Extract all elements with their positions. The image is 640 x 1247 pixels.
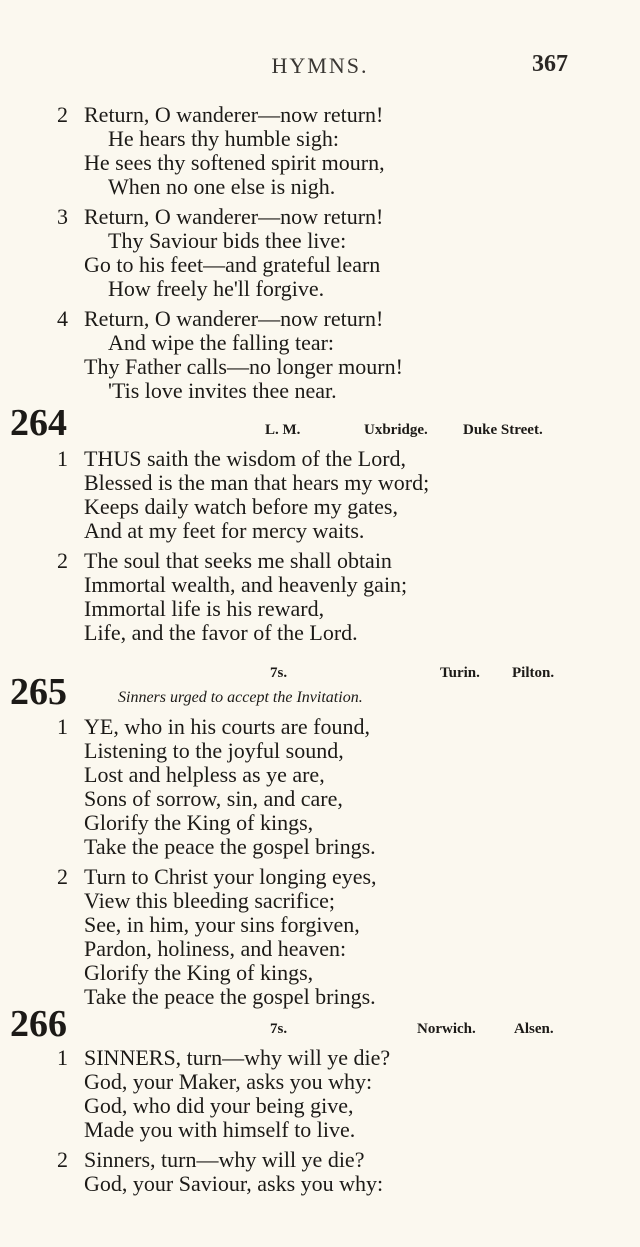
stanza-number: 3 [57, 204, 68, 229]
verse-line: God, your Maker, asks you why: [84, 1069, 373, 1094]
verse-line: He hears thy humble sigh: [108, 126, 339, 151]
hymn-meter: 7s. [270, 665, 288, 681]
stanza-number: 1 [57, 446, 68, 471]
stanza-number: 2 [57, 1147, 68, 1172]
verse-line: Sons of sorrow, sin, and care, [84, 786, 343, 811]
verse-line: Return, O wanderer—now return! [84, 102, 384, 127]
tune-name: Duke Street. [463, 422, 543, 438]
verse-line: Listening to the joyful sound, [84, 738, 344, 763]
verse-line: Keeps daily watch before my gates, [84, 494, 398, 519]
stanza-number: 2 [57, 864, 68, 889]
verse-line: How freely he'll forgive. [108, 276, 325, 301]
verse-line: Immortal life is his reward, [84, 596, 325, 621]
verse-line: He sees thy softened spirit mourn, [84, 150, 385, 175]
stanza-number: 2 [57, 102, 68, 127]
verse-line: When no one else is nigh. [108, 174, 336, 199]
running-header: HYMNS. [271, 53, 369, 78]
verse-line: Lost and helpless as ye are, [84, 762, 325, 787]
verse-line: And at my feet for mercy waits. [84, 518, 365, 543]
tune-name: Pilton. [512, 665, 555, 681]
verse-line: God, your Saviour, asks you why: [84, 1171, 384, 1196]
verse-line: Sinners, turn—why will ye die? [84, 1147, 365, 1172]
verse-line: YE, who in his courts are found, [84, 714, 370, 739]
verse-line: Blessed is the man that hears my word; [84, 470, 430, 495]
verse-line: THUS saith the wisdom of the Lord, [84, 446, 407, 471]
verse-line: Return, O wanderer—now return! [84, 204, 384, 229]
hymn-meter: L. M. [265, 422, 301, 438]
page-number: 367 [532, 51, 568, 77]
verse-line: 'Tis love invites thee near. [108, 378, 337, 403]
verse-line: Pardon, holiness, and heaven: [84, 936, 347, 961]
stanza-number: 2 [57, 548, 68, 573]
verse-line: Made you with himself to live. [84, 1117, 356, 1142]
verse-line: SINNERS, turn—why will ye die? [84, 1045, 391, 1070]
verse-line: Take the peace the gospel brings. [84, 834, 376, 859]
verse-line: The soul that seeks me shall obtain [84, 548, 392, 573]
verse-line: View this bleeding sacrifice; [84, 888, 335, 913]
hymn-meter: 7s. [270, 1021, 288, 1037]
hymn-number: 265 [10, 671, 67, 713]
verse-line: Go to his feet—and grateful learn [84, 252, 381, 277]
verse-line: Life, and the favor of the Lord. [84, 620, 358, 645]
verse-line: Glorify the King of kings, [84, 960, 314, 985]
tune-name: Uxbridge. [364, 422, 428, 438]
tune-name: Norwich. [417, 1021, 476, 1037]
verse-line: God, who did your being give, [84, 1093, 354, 1118]
tune-name: Alsen. [514, 1021, 554, 1037]
verse-line: Take the peace the gospel brings. [84, 984, 376, 1009]
stanza-number: 1 [57, 1045, 68, 1070]
hymn-number: 264 [10, 402, 67, 444]
verse-line: And wipe the falling tear: [108, 330, 335, 355]
verse-line: Turn to Christ your longing eyes, [84, 864, 377, 889]
verse-line: Thy Father calls—no longer mourn! [84, 354, 403, 379]
stanza-number: 4 [57, 306, 68, 331]
hymn-subtitle: Sinners urged to accept the Invitation. [118, 689, 363, 706]
tune-name: Turin. [440, 665, 480, 681]
stanza-number: 1 [57, 714, 68, 739]
verse-line: Thy Saviour bids thee live: [108, 228, 347, 253]
verse-line: Glorify the King of kings, [84, 810, 314, 835]
verse-line: Return, O wanderer—now return! [84, 306, 384, 331]
hymn-number: 266 [10, 1003, 67, 1045]
verse-line: Immortal wealth, and heavenly gain; [84, 572, 408, 597]
verse-line: See, in him, your sins forgiven, [84, 912, 360, 937]
